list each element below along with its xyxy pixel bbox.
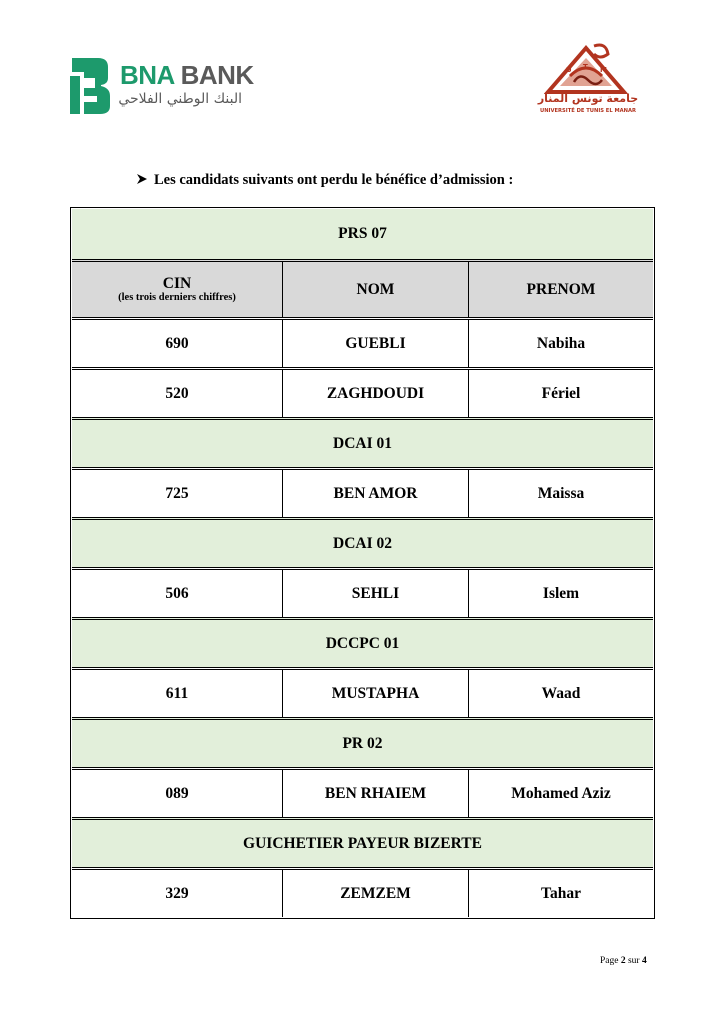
- section-header-row: [72, 517, 653, 567]
- section-title: DCCPC 01: [325, 634, 400, 652]
- bna-logo-text: BNA BANK: [120, 60, 254, 90]
- page-word: Page: [600, 956, 619, 966]
- table-row: [72, 317, 653, 367]
- section-title: DCAI 02: [333, 534, 392, 552]
- section-title: PR 02: [342, 734, 383, 752]
- prenom-cell: Waad: [468, 670, 653, 717]
- page-number: [600, 956, 647, 966]
- prenom-cell: Fériel: [468, 370, 653, 417]
- cin-cell: 611: [165, 684, 189, 702]
- bna-bank-logo: [68, 58, 254, 116]
- cin-cell: 520: [165, 384, 189, 402]
- column-header-cin-label: CIN: [162, 275, 192, 293]
- prenom-cell: Maissa: [468, 470, 653, 517]
- prenom-cell: Nabiha: [468, 320, 653, 367]
- page-of-word: sur: [627, 956, 640, 966]
- intro-text: Les candidats suivants ont perdu le bénéfice d’admission :: [154, 172, 514, 188]
- section-title: DCAI 01: [333, 434, 392, 452]
- utm-university-logo: [536, 42, 640, 116]
- column-header-cin: [72, 262, 282, 317]
- utm-emblem-icon: [544, 42, 628, 94]
- nom-cell: ZAGHDOUDI: [282, 370, 468, 417]
- page-current: 2: [620, 956, 626, 966]
- prenom-cell: Islem: [468, 570, 653, 617]
- nom-cell: ZEMZEM: [282, 870, 468, 917]
- section-header-row: [72, 417, 653, 467]
- section-title: GUICHETIER PAYEUR BIZERTE: [243, 834, 482, 852]
- utm-logo-latin: UNIVERSITÉ DE TUNIS EL MANAR: [540, 108, 636, 114]
- nom-cell: GUEBLI: [282, 320, 468, 367]
- table-row: [72, 767, 653, 817]
- prenom-cell: Tahar: [468, 870, 653, 917]
- section-header-row: [72, 209, 653, 259]
- column-header-cin-note: (les trois derniers chiffres): [118, 292, 236, 304]
- column-header-nom: NOM: [282, 262, 468, 317]
- svg-text:T: T: [583, 63, 588, 71]
- cin-cell: 506: [165, 584, 189, 602]
- intro-statement: [136, 172, 513, 189]
- bna-logo-arabic: البنك الوطني الفلاحي: [118, 91, 242, 107]
- nom-cell: BEN AMOR: [282, 470, 468, 517]
- table-row: [72, 667, 653, 717]
- svg-text:M: M: [600, 66, 607, 74]
- bna-logo-icon: [68, 58, 112, 114]
- table-row: [72, 467, 653, 517]
- table-row: [72, 867, 653, 917]
- section-header-row: [72, 617, 653, 667]
- section-header-row: [72, 817, 653, 867]
- page-total: 4: [641, 956, 647, 966]
- nom-cell: BEN RHAIEM: [282, 770, 468, 817]
- utm-logo-arabic: جامعة تونس المنار: [537, 92, 639, 105]
- section-title: PRS 07: [338, 225, 387, 242]
- table-row: [72, 367, 653, 417]
- nom-cell: SEHLI: [282, 570, 468, 617]
- candidates-table: [70, 207, 655, 919]
- cin-cell: 690: [165, 334, 189, 352]
- column-header-prenom: PRENOM: [468, 262, 653, 317]
- nom-cell: MUSTAPHA: [282, 670, 468, 717]
- arrow-bullet-icon: [136, 173, 148, 185]
- prenom-cell: Mohamed Aziz: [468, 770, 653, 817]
- column-header-row: [72, 259, 653, 317]
- cin-cell: 725: [165, 484, 189, 502]
- cin-cell: 329: [165, 884, 189, 902]
- table-row: [72, 567, 653, 617]
- svg-text:U: U: [566, 66, 572, 74]
- cin-cell: 089: [165, 784, 189, 802]
- section-header-row: [72, 717, 653, 767]
